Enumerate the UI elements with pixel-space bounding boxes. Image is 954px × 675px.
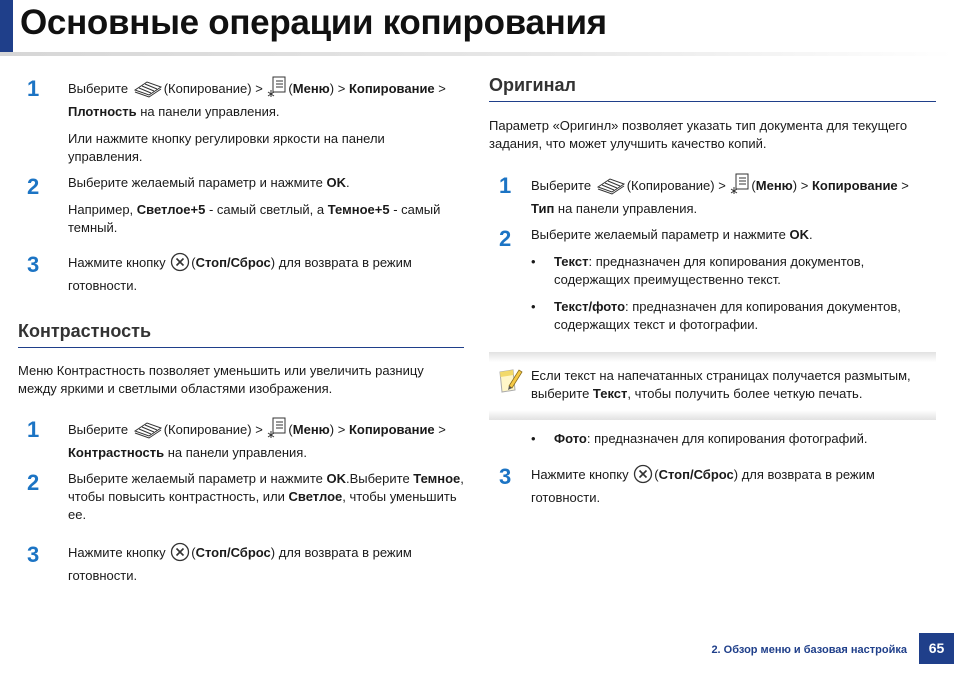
note-pencil-icon <box>497 366 523 399</box>
stop-reset-icon <box>170 252 190 277</box>
step-text: Выберите желаемый параметр и нажмите OK.Выберите Темное, чтобы повысить контрастность, или Светлое, чтобы уменьшить ее. <box>68 471 464 522</box>
note-box <box>489 352 936 420</box>
contrast-section-rule <box>18 347 464 348</box>
page-title: Основные операции копирования <box>20 3 607 42</box>
title-accent-bar <box>0 0 13 52</box>
step-number: 2 <box>27 470 40 495</box>
step-text: Нажмите кнопку (Стоп/Сброс) для возврата в режим готовности. <box>68 252 448 295</box>
original-section-rule <box>489 101 936 102</box>
copy-icon <box>133 78 163 103</box>
step-number: 1 <box>27 76 40 101</box>
list-item: • Текст: предназначен для копирования документов, содержащих преимущественно текст. <box>531 254 865 287</box>
step-number: 2 <box>499 226 512 251</box>
step-text: Выберите (Копирование) > (Меню) > Копирование > Контрастность на панели управления. <box>68 417 468 462</box>
list-item: • Текст/фото: предназначен для копирования документов, содержащих текст и фотографии. <box>531 299 901 332</box>
original-description: Параметр «Оригинл» позволяет указать тип документа для текущего задания, что может улучшить качество копий. <box>489 118 908 151</box>
step-number: 3 <box>27 252 40 277</box>
step-text: Выберите (Копирование) > (Меню) > Копирование > Плотность на панели управления. <box>68 76 468 121</box>
bullet: • <box>531 431 536 446</box>
menu-icon <box>730 173 750 200</box>
menu-icon <box>267 76 287 103</box>
step-text: Выберите (Копирование) > (Меню) > Копирование > Тип на панели управления. <box>531 173 936 218</box>
stop-reset-icon <box>633 464 653 489</box>
step-text: Нажмите кнопку (Стоп/Сброс) для возврата в режим готовности. <box>531 464 921 507</box>
bullet: • <box>531 299 536 314</box>
menu-icon <box>267 417 287 444</box>
contrast-section-title: Контрастность <box>18 321 152 341</box>
step-text-alt: Или нажмите кнопку регулировки яркости на панели управления. <box>68 131 385 164</box>
title-underline <box>0 52 954 56</box>
step-text: Выберите желаемый параметр и нажмите OK. <box>68 175 350 190</box>
page-number: 65 <box>919 633 954 664</box>
step-number: 2 <box>27 174 40 199</box>
bullet: • <box>531 254 536 269</box>
step-text: Нажмите кнопку (Стоп/Сброс) для возврата в режим готовности. <box>68 542 448 585</box>
footer-chapter: 2. Обзор меню и базовая настройка <box>711 644 907 656</box>
original-section-title: Оригинал <box>489 75 576 95</box>
copy-icon <box>133 419 163 444</box>
note-text: Если текст на напечатанных страницах получается размытым, выберите Текст, чтобы получить более четкую печать. <box>531 368 911 401</box>
step-text: Выберите желаемый параметр и нажмите OK. <box>531 227 813 242</box>
step-number: 1 <box>499 173 512 198</box>
type-options-list <box>531 253 936 334</box>
step-example: Например, Светлое+5 - самый светлый, а Темное+5 - самый темный. <box>68 202 441 235</box>
step-number: 1 <box>27 417 40 442</box>
list-item: • Фото: предназначен для копирования фотографий. <box>531 431 868 446</box>
step-number: 3 <box>499 464 512 489</box>
contrast-description: Меню Контрастность позволяет уменьшить или увеличить разницу между яркими и светлыми областями изображения. <box>18 363 424 396</box>
step-number: 3 <box>27 542 40 567</box>
copy-icon <box>596 175 626 200</box>
type-options-list-cont <box>531 430 936 448</box>
stop-reset-icon <box>170 542 190 567</box>
